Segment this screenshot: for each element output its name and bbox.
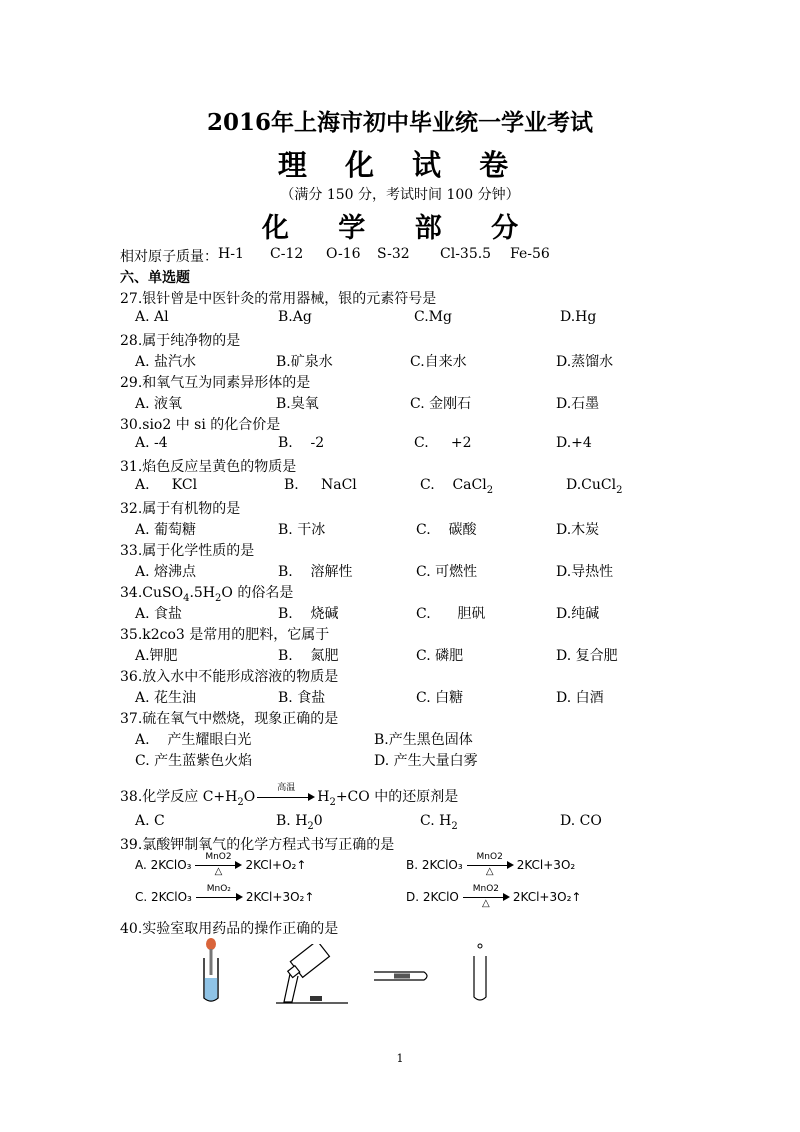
- reaction-arrow-icon: [195, 854, 241, 876]
- q39-stem: 39.氯酸钾制氧气的化学方程式书写正确的是: [120, 837, 395, 853]
- q39-d-heat: △: [482, 898, 490, 909]
- q39-a-catalyst: MnO2: [205, 852, 232, 862]
- q38-stem-tail: +CO 中的还原剂是: [335, 789, 459, 805]
- reaction-arrow-icon: [196, 886, 242, 908]
- q34-option-b: B. 烧碱: [278, 606, 339, 622]
- tube-sample: [394, 974, 410, 979]
- q30-stem: 30.sio2 中 si 的化合价是: [120, 417, 281, 433]
- q32-stem: 32.属于有机物的是: [120, 501, 241, 517]
- pouring-bottle-icon: [270, 944, 350, 1006]
- q37-option-b: B.产生黑色固体: [374, 732, 473, 748]
- q28-option-b: B.矿泉水: [276, 354, 333, 370]
- atomic-mass-s: S-32: [377, 246, 410, 262]
- tube-liquid: [205, 978, 218, 1001]
- q34-option-d: D.纯碱: [556, 606, 600, 622]
- q28-option-a: A. 盐汽水: [135, 354, 197, 370]
- q39-option-d: [406, 886, 581, 908]
- q34-stem-sub2: 2: [215, 592, 222, 604]
- q39-a-reactant: A. 2KClO₃: [135, 858, 192, 872]
- q38-option-b-tail: 0: [313, 813, 323, 829]
- q32-option-d: D.木炭: [556, 522, 600, 538]
- vertical-tube-icon: [468, 942, 492, 1004]
- q31-option-a: A. KCl: [135, 477, 198, 493]
- q31-option-c-text: C. CaCl: [420, 477, 487, 493]
- q35-option-b: B. 氮肥: [278, 648, 339, 664]
- q39-b-reactant: B. 2KClO₃: [406, 858, 463, 872]
- q33-option-c: C. 可燃性: [416, 564, 478, 580]
- q36-option-b: B. 食盐: [278, 690, 326, 706]
- q39-b-heat: △: [485, 866, 494, 877]
- q33-stem: 33.属于化学性质的是: [120, 543, 255, 559]
- q37-option-d: D. 产生大量白雾: [374, 753, 478, 769]
- q38-option-c: [420, 813, 458, 832]
- reaction-arrow-icon: [463, 886, 509, 908]
- q34-option-a: A. 食盐: [135, 606, 183, 622]
- q39-option-b: [406, 854, 575, 876]
- q30-option-a: A. -4: [135, 435, 168, 451]
- reaction-arrow-icon: [467, 854, 513, 876]
- q39-option-a: [135, 854, 306, 876]
- q38-stem-o: O: [243, 789, 256, 805]
- q34-stem-c: O 的俗名是: [221, 585, 294, 601]
- q34-stem-sub1: 4: [183, 592, 190, 604]
- q36-option-d: D. 白酒: [556, 690, 604, 706]
- atomic-mass-c: C-12: [270, 246, 304, 262]
- section-heading: 六、单选题: [120, 270, 190, 286]
- q38-option-a: A. C: [135, 813, 165, 829]
- q31-stem: 31.焰色反应呈黄色的物质是: [120, 459, 297, 475]
- q39-a-product: 2KCl+O₂↑: [245, 858, 307, 872]
- q29-option-d: D.石墨: [556, 396, 600, 412]
- q32-option-c: C. 碳酸: [416, 522, 477, 538]
- q28-option-c: C.自来水: [410, 354, 467, 370]
- q32-option-b: B. 干冰: [278, 522, 326, 538]
- granule: [478, 944, 482, 948]
- q35-option-c: C. 磷肥: [416, 648, 464, 664]
- q29-option-b: B.臭氧: [276, 396, 319, 412]
- q31-option-d-text: D.CuCl: [566, 477, 617, 493]
- q33-option-d: D.导热性: [556, 564, 614, 580]
- q36-stem: 36.放入水中不能形成溶液的物质是: [120, 669, 339, 685]
- exam-title: 2016年上海市初中毕业统一学业考试: [206, 109, 593, 136]
- q35-stem: 35.k2co3 是常用的肥料，它属于: [120, 627, 330, 643]
- q38-option-d: D. CO: [560, 813, 602, 829]
- q27-option-c: C.Mg: [414, 309, 452, 325]
- paper-title: 理 化 试 卷: [277, 148, 523, 182]
- q34-option-c: C. 胆矾: [416, 606, 486, 622]
- q39-option-c: [135, 886, 314, 908]
- q29-stem: 29.和氧气互为同素异形体的是: [120, 375, 311, 391]
- q33-option-a: A. 熔沸点: [135, 564, 197, 580]
- q38-stem-text: 38.化学反应 C+H: [120, 789, 238, 805]
- atomic-mass-cl: Cl-35.5: [440, 246, 492, 262]
- q36-option-c: C. 白糖: [416, 690, 464, 706]
- q38-sub-2: 2: [329, 796, 336, 808]
- q31-option-c-sub: 2: [486, 484, 494, 496]
- test-tube-outline: [474, 956, 486, 1000]
- q39-d-product: 2KCl+3O₂↑: [512, 890, 582, 904]
- atomic-masses-line: [120, 246, 218, 266]
- q39-a-heat: △: [214, 866, 223, 877]
- q38-option-b-sub: 2: [307, 820, 314, 832]
- tilted-tube: [284, 974, 298, 1002]
- q37-option-c: C. 产生蓝紫色火焰: [135, 753, 253, 769]
- atomic-masses-label: 相对原子质量：: [120, 249, 218, 265]
- q38-condition: 高温: [277, 783, 296, 793]
- page-number: 1: [396, 1052, 404, 1065]
- q32-option-a: A. 葡萄糖: [135, 522, 197, 538]
- q31-option-d-sub: 2: [616, 484, 623, 496]
- q30-option-d: D.+4: [556, 435, 592, 451]
- q27-option-d: D.Hg: [560, 309, 597, 325]
- q38-stem: [120, 783, 459, 808]
- atomic-mass-h: H-1: [218, 246, 244, 262]
- q29-option-a: A. 液氧: [135, 396, 183, 412]
- q29-option-c: C. 金刚石: [410, 396, 472, 412]
- q38-product-h: H: [317, 789, 330, 805]
- q35-option-a: A.钾肥: [135, 648, 178, 664]
- part-title: 化 学 部 分: [261, 213, 539, 244]
- q31-option-d: [566, 477, 622, 496]
- q27-option-b: B.Ag: [278, 309, 312, 325]
- q39-c-reactant: C. 2KClO₃: [135, 890, 192, 904]
- q39-c-catalyst: MnO₂: [206, 884, 231, 894]
- q30-option-b: B. -2: [278, 435, 325, 451]
- q39-d-catalyst: MnO2: [472, 884, 500, 894]
- q38-option-c-sub: 2: [451, 820, 458, 832]
- atomic-mass-fe: Fe-56: [510, 246, 550, 262]
- dropper-stem: [210, 949, 213, 975]
- q30-option-c: C. +2: [414, 435, 472, 451]
- q39-c-product: 2KCl+3O₂↑: [245, 890, 315, 904]
- q34-stem-a: 34.CuSO: [120, 585, 184, 601]
- q38-sub-1: 2: [237, 796, 244, 808]
- q39-d-reactant: D. 2KClO: [406, 890, 459, 904]
- q36-option-a: A. 花生油: [135, 690, 197, 706]
- q37-option-a: A. 产生耀眼白光: [135, 732, 252, 748]
- exam-note: （满分 150 分，考试时间 100 分钟）: [280, 187, 520, 203]
- q37-stem: 37.硫在氧气中燃烧，现象正确的是: [120, 711, 339, 727]
- q28-option-d: D.蒸馏水: [556, 354, 614, 370]
- q34-stem: [120, 582, 293, 604]
- bottle-stopper: [310, 996, 322, 1001]
- q38-option-c-text: C. H: [420, 813, 452, 829]
- q38-option-b-text: B. H: [276, 813, 308, 829]
- q35-option-d: D. 复合肥: [556, 648, 618, 664]
- q38-option-b: [276, 813, 323, 832]
- dropper-bulb: [206, 938, 216, 950]
- horizontal-tube-icon: [372, 966, 432, 986]
- q40-stem: 40.实验室取用药品的操作正确的是: [120, 921, 339, 937]
- q39-b-catalyst: MnO2: [476, 852, 503, 862]
- q27-stem: 27.银针曾是中医针灸的常用器械，银的元素符号是: [120, 291, 437, 307]
- atomic-mass-o: O-16: [326, 246, 361, 262]
- q31-option-c: [420, 477, 493, 496]
- q39-b-product: 2KCl+3O₂: [516, 858, 576, 872]
- q27-option-a: A. Al: [135, 309, 169, 325]
- q33-option-b: B. 溶解性: [278, 564, 353, 580]
- q34-stem-b: .5H: [189, 585, 216, 601]
- q28-stem: 28.属于纯净物的是: [120, 333, 241, 349]
- reaction-arrow-icon: [257, 783, 315, 804]
- q31-option-b: B. NaCl: [284, 477, 357, 493]
- dropper-test-tube-icon: [196, 936, 226, 1006]
